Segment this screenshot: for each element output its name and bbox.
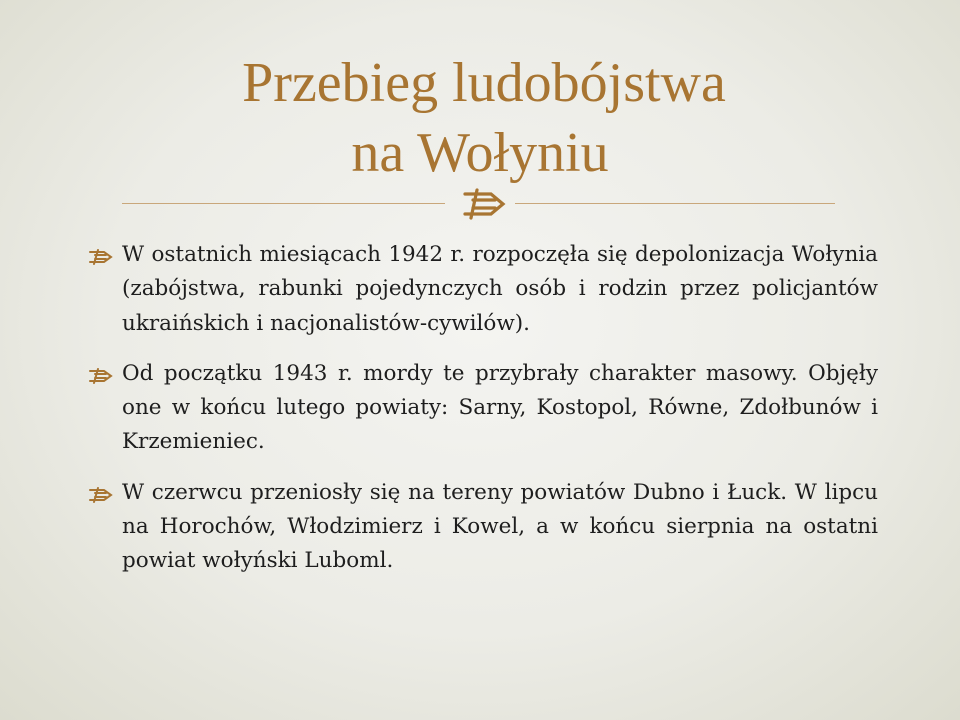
slide-title: [0, 48, 960, 188]
divider-line-right: [515, 203, 835, 204]
ornament-bullet-icon: [88, 248, 114, 266]
ornament-leaf-icon: [455, 178, 515, 228]
bullet-text: W czerwcu przeniosły się na tereny powiatów Dubno i Łuck. W lipcu na Horochów, Włodzimierz i Kowel, a w końcu sierpnia na ostatni powiat wołyński Luboml.: [122, 479, 878, 574]
list-item: [88, 238, 878, 341]
bullet-list: [88, 238, 878, 595]
bullet-text: W ostatnich miesiącach 1942 r. rozpoczęła się depolonizacja Wołynia (zabójstwa, rabunki pojedynczych osób i rodzin przez policjantów ukraińskich i nacjonalistów-cywilów).: [122, 242, 878, 336]
bullet-text: Od początku 1943 r. mordy te przybrały charakter masowy. Objęły one w końcu lutego powiaty: Sarny, Kostopol, Równe, Zdołbunów i Krzemieniec.: [122, 360, 878, 455]
ornament-bullet-icon: [88, 486, 114, 504]
title-line-2: na Wołyniu: [351, 122, 609, 184]
list-item: [88, 357, 878, 460]
list-item: [88, 476, 878, 579]
title-line-1: Przebieg ludobójstwa: [242, 52, 726, 114]
ornament-bullet-icon: [88, 367, 114, 385]
divider-line-left: [122, 203, 445, 204]
